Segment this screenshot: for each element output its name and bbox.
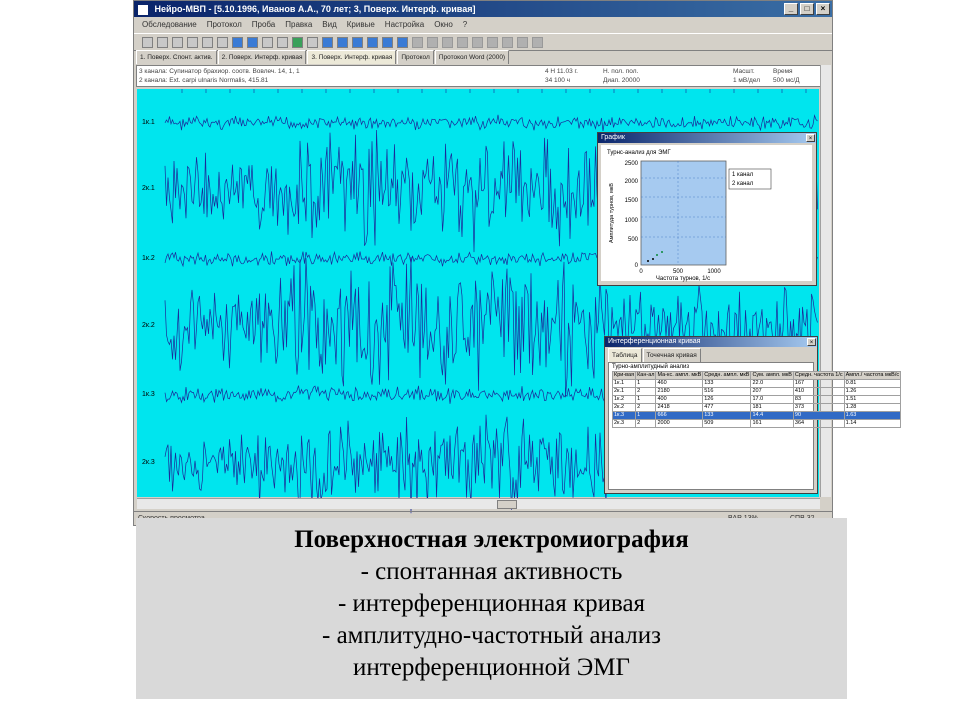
info-left-line1: 3 канала: Супинатор брахиор. соотв. Вовлеч. 14, 1, 1 bbox=[139, 68, 300, 75]
channel-label: 1к.3 bbox=[142, 391, 155, 398]
menu-item-examination[interactable]: Обследование bbox=[142, 20, 197, 29]
channel-4-icon[interactable] bbox=[367, 37, 378, 48]
graph-point bbox=[647, 260, 649, 262]
table-cell: 17.0 bbox=[751, 396, 793, 404]
table-cell: 161 bbox=[751, 420, 793, 428]
channel-5-icon[interactable] bbox=[382, 37, 393, 48]
close-button[interactable]: × bbox=[816, 3, 830, 15]
table-cell: 2418 bbox=[656, 404, 703, 412]
table-cell: 400 bbox=[656, 396, 703, 404]
channel-label: 2к.2 bbox=[142, 322, 155, 329]
bars-icon[interactable] bbox=[307, 37, 318, 48]
table-cell: 167 bbox=[793, 380, 844, 388]
tab-protocol[interactable]: Протокол bbox=[397, 50, 433, 64]
table-row[interactable] bbox=[613, 404, 901, 412]
graph-legend-item: 1 канал bbox=[732, 172, 754, 178]
graph-svg bbox=[601, 145, 812, 281]
caption-item: - спонтанная активность bbox=[360, 558, 623, 585]
table-header-row bbox=[613, 372, 901, 380]
info-time-value: 500 мс/Д bbox=[773, 77, 800, 84]
channel-6-icon[interactable] bbox=[397, 37, 408, 48]
graph-point bbox=[656, 254, 658, 256]
close-icon[interactable]: × bbox=[807, 338, 816, 346]
caption-item: - амплитудно-частотный анализ bbox=[322, 622, 661, 649]
emg-trace bbox=[165, 115, 818, 131]
table-cell: 364 bbox=[793, 420, 844, 428]
interference-subtitle: Турно-амплитудный анализ bbox=[612, 364, 690, 370]
channel-2-icon[interactable] bbox=[337, 37, 348, 48]
info-scale bbox=[733, 67, 760, 85]
menu-item-test[interactable]: Проба bbox=[251, 20, 276, 29]
info-time-label: Время bbox=[773, 68, 793, 75]
graph-panel bbox=[601, 145, 812, 281]
table-cell: 1к.3 bbox=[613, 412, 636, 420]
table-cell: 509 bbox=[703, 420, 751, 428]
info-mid2 bbox=[603, 67, 640, 85]
table-row[interactable] bbox=[613, 396, 901, 404]
app-icon bbox=[138, 5, 148, 15]
marker-icon[interactable] bbox=[412, 37, 423, 48]
interference-popup-titlebar bbox=[605, 337, 817, 347]
measure-icon[interactable] bbox=[457, 37, 468, 48]
info-left-line2: 2 канала: Ext. carpi ulnaris Normalis, 415.81 bbox=[139, 77, 269, 84]
layout-icon[interactable] bbox=[247, 37, 258, 48]
table-header[interactable]: Ма-кс. ампл. мкВ bbox=[657, 372, 702, 378]
table-cell: 460 bbox=[656, 380, 703, 388]
info-mid-line1: 4 Н 11.03 г. bbox=[545, 68, 578, 75]
menu-item-view[interactable]: Вид bbox=[322, 20, 337, 29]
paste-icon[interactable] bbox=[217, 37, 228, 48]
table-cell: 516 bbox=[703, 388, 751, 396]
table-cell: 126 bbox=[703, 396, 751, 404]
menu-item-window[interactable]: Окно bbox=[434, 20, 453, 29]
table-cell: 2 bbox=[636, 420, 656, 428]
interference-table-panel bbox=[608, 362, 900, 490]
graph-xtick: 500 bbox=[672, 269, 684, 275]
table-cell: 410 bbox=[793, 388, 844, 396]
table-row[interactable] bbox=[613, 388, 901, 396]
graph-point bbox=[652, 258, 654, 260]
table-cell: 14.4 bbox=[751, 412, 793, 420]
graph-subtitle: Турнс-анализ для ЭМГ bbox=[607, 150, 671, 156]
table-cell: 2 bbox=[636, 388, 656, 396]
table-header[interactable]: Средн. частота 1/с bbox=[794, 372, 843, 378]
window-title: Нейро-МВП - [5.10.1996, Иванов А.А., 70 лет; 3, Поверх. Интерф. кривая] bbox=[154, 4, 476, 14]
graph-ytick: 1500 bbox=[624, 198, 638, 204]
table-cell: 133 bbox=[703, 412, 751, 420]
interference-popup bbox=[604, 336, 900, 494]
table-row[interactable] bbox=[613, 380, 901, 388]
channel-label: 2к.3 bbox=[142, 459, 155, 466]
info-mid-line2: 34 100 ч bbox=[545, 77, 571, 84]
info-mid bbox=[545, 67, 578, 85]
tab-protocol-word[interactable]: Протокол Word (2000) bbox=[435, 50, 509, 64]
info-bar bbox=[136, 65, 830, 87]
graph-plot-bg bbox=[641, 161, 726, 265]
table-cell: 2000 bbox=[656, 420, 703, 428]
graph-ytick: 1000 bbox=[624, 218, 638, 224]
table-header[interactable]: Кан-ал bbox=[637, 372, 655, 378]
table-cell: 1.26 bbox=[844, 388, 900, 396]
table-cell: 0.81 bbox=[844, 380, 900, 388]
table-cell: 1к.2 bbox=[613, 396, 636, 404]
menu-item-help[interactable]: ? bbox=[462, 20, 468, 29]
tab-strip bbox=[136, 50, 830, 64]
channel-3-icon[interactable] bbox=[352, 37, 363, 48]
table-cell: 666 bbox=[656, 412, 703, 420]
interference-tabs bbox=[605, 347, 817, 362]
caption-item: интерференционной ЭМГ bbox=[353, 654, 630, 681]
table-cell: 2к.3 bbox=[613, 420, 636, 428]
scroll-thumb[interactable] bbox=[497, 500, 517, 509]
menu-item-edit[interactable]: Правка bbox=[285, 20, 313, 29]
filter-icon[interactable] bbox=[487, 37, 498, 48]
info-left bbox=[139, 67, 300, 85]
stop-icon[interactable] bbox=[532, 37, 543, 48]
table-cell: 22.0 bbox=[751, 380, 793, 388]
table-cell: 1.63 bbox=[844, 412, 900, 420]
info-mid2-line2: Диап. 20000 bbox=[603, 77, 640, 84]
vertical-scrollbar[interactable] bbox=[820, 65, 831, 497]
graph-ytick: 0 bbox=[634, 263, 638, 269]
menu-item-settings[interactable]: Настройка bbox=[384, 20, 425, 29]
table-cell: 2к.1 bbox=[613, 388, 636, 396]
graph-xlabel: Частота турнов, 1/с bbox=[655, 276, 711, 282]
cursor-icon[interactable] bbox=[427, 37, 438, 48]
table-cell: 1к.1 bbox=[613, 380, 636, 388]
pause-icon[interactable] bbox=[517, 37, 528, 48]
open-icon[interactable] bbox=[157, 37, 168, 48]
graph-popup-title: График bbox=[601, 134, 625, 141]
table-cell: 477 bbox=[703, 404, 751, 412]
table-cell: 2к.2 bbox=[613, 404, 636, 412]
caption-box bbox=[136, 518, 847, 699]
graph-legend-item: 2 канал bbox=[732, 181, 754, 187]
table-header[interactable]: Кри-вая bbox=[614, 372, 635, 378]
table-cell: 207 bbox=[751, 388, 793, 396]
graph-xtick: 1000 bbox=[707, 269, 721, 275]
graph-popup-titlebar bbox=[598, 133, 816, 143]
scale-icon[interactable] bbox=[502, 37, 513, 48]
table-row[interactable] bbox=[613, 420, 901, 428]
info-time bbox=[773, 67, 800, 85]
new-icon[interactable] bbox=[142, 37, 153, 48]
toolbar bbox=[134, 33, 832, 51]
table-cell: 90 bbox=[793, 412, 844, 420]
info-scale-value: 1 мВ/дел bbox=[733, 77, 761, 84]
table-header[interactable]: Ампл./ частота мкВ/с bbox=[845, 372, 900, 378]
graph-point bbox=[661, 251, 663, 253]
menu-item-protocol[interactable]: Протокол bbox=[206, 20, 242, 29]
tab-interference-3[interactable]: 3. Поверх. Интерф. кривая bbox=[307, 50, 396, 64]
interference-table bbox=[612, 371, 901, 428]
table-cell: 373 bbox=[793, 404, 844, 412]
table-row-selected[interactable] bbox=[613, 412, 901, 420]
menu-item-curves[interactable]: Кривые bbox=[346, 20, 375, 29]
graph-ytick: 500 bbox=[627, 237, 638, 243]
tab-interference-2[interactable]: 2. Поверх. Интерф. кривая bbox=[218, 50, 307, 64]
table-cell: 1.28 bbox=[844, 404, 900, 412]
save-icon[interactable] bbox=[172, 37, 183, 48]
copy-icon[interactable] bbox=[202, 37, 213, 48]
table-cell: 1.14 bbox=[844, 420, 900, 428]
channel-label: 2к.1 bbox=[142, 185, 155, 192]
table-cell: 181 bbox=[751, 404, 793, 412]
start-icon[interactable] bbox=[292, 37, 303, 48]
horizontal-scrollbar[interactable] bbox=[137, 498, 820, 509]
table-cell: 1 bbox=[636, 396, 656, 404]
info-scale-label: Масшт. bbox=[733, 68, 755, 75]
maximize-button[interactable]: □ bbox=[800, 3, 814, 15]
channel-label: 1к.2 bbox=[142, 255, 155, 262]
grid-icon[interactable] bbox=[262, 37, 273, 48]
title-bar bbox=[134, 1, 832, 17]
arrow-icon[interactable] bbox=[472, 37, 483, 48]
interference-popup-title: Интерференционная кривая bbox=[608, 338, 701, 345]
table-icon[interactable] bbox=[277, 37, 288, 48]
table-header[interactable]: Сум. ампл. мкВ bbox=[752, 372, 792, 378]
table-cell: 1 bbox=[636, 412, 656, 420]
caption-item: - интерференционная кривая bbox=[337, 590, 646, 617]
zoom-icon[interactable] bbox=[442, 37, 453, 48]
tab-spontaneous[interactable]: 1. Поверх. Спонт. актив. bbox=[136, 50, 217, 64]
caption-title: Поверхностная электромиография bbox=[294, 526, 689, 553]
table-cell: 2 bbox=[636, 404, 656, 412]
graph-popup bbox=[597, 132, 817, 286]
window-icon[interactable] bbox=[232, 37, 243, 48]
graph-ytick: 2500 bbox=[624, 161, 638, 167]
table-cell: 83 bbox=[793, 396, 844, 404]
close-icon[interactable]: × bbox=[806, 134, 815, 142]
graph-ylabel: Амплитуда турнов, мкВ bbox=[609, 183, 615, 243]
tab-point-curve[interactable]: Точечная кривая bbox=[643, 348, 701, 362]
table-header[interactable]: Средн. ампл. мкВ bbox=[704, 372, 750, 378]
table-cell: 2180 bbox=[656, 388, 703, 396]
table-cell: 1 bbox=[636, 380, 656, 388]
print-icon[interactable] bbox=[187, 37, 198, 48]
minimize-button[interactable]: _ bbox=[784, 3, 798, 15]
table-cell: 133 bbox=[703, 380, 751, 388]
info-mid2-line1: Н. пол. пол. bbox=[603, 68, 639, 75]
graph-ytick: 2000 bbox=[624, 179, 638, 185]
tab-table[interactable]: Таблица bbox=[608, 348, 642, 362]
table-cell: 1.51 bbox=[844, 396, 900, 404]
channel-label: 1к.1 bbox=[142, 119, 155, 126]
graph-xtick: 0 bbox=[639, 269, 643, 275]
menu-bar bbox=[134, 17, 832, 32]
channel-1-icon[interactable] bbox=[322, 37, 333, 48]
